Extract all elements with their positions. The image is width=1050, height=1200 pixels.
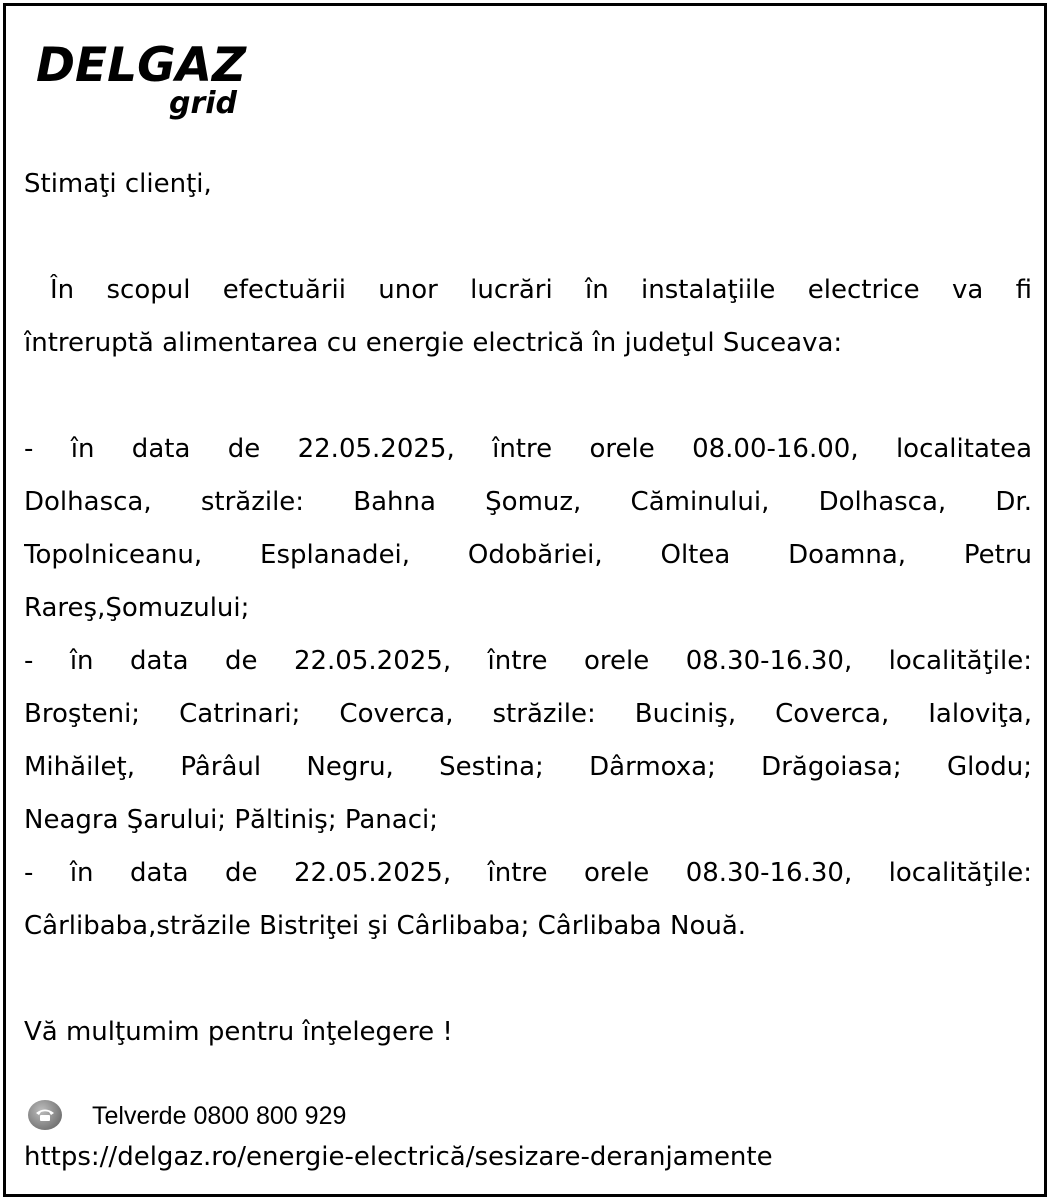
- phone-icon: [28, 1100, 62, 1130]
- closing-text: Vă mulţumim pentru înţelegere !: [24, 1017, 453, 1047]
- notice-body: [24, 158, 1032, 1059]
- item-line: Dolhasca, străzile: Bahna Şomuz, Căminului, Dolhasca, Dr.: [24, 487, 1032, 517]
- item-line: Mihăileţ, Pârâul Negru, Sestina; Dârmoxa; Drăgoiasa; Glodu;: [24, 752, 1032, 782]
- delgaz-grid-logo: [36, 40, 276, 130]
- intro-line: întreruptă alimentarea cu energie electrică în judeţul Suceava:: [24, 328, 843, 358]
- intro-line: În scopul efectuării unor lucrări în instalaţiile electrice va fi: [50, 275, 1032, 305]
- phone-contact: [24, 1096, 624, 1136]
- item-line: Cârlibaba,străzile Bistriţei şi Cârlibaba; Cârlibaba Nouă.: [24, 911, 747, 941]
- item-line: - în data de 22.05.2025, între orele 08.30-16.30, localităţile:: [24, 858, 1032, 888]
- notice-frame: [3, 3, 1047, 1197]
- logo-main-text: DELGAZ: [36, 38, 247, 93]
- item-line: Neagra Şarului; Păltiniş; Panaci;: [24, 805, 438, 835]
- item-line: - în data de 22.05.2025, între orele 08.30-16.30, localităţile:: [24, 646, 1032, 676]
- greeting: Stimaţi clienţi,: [24, 169, 212, 199]
- item-line: Rareş,Şomuzului;: [24, 593, 250, 623]
- item-line: Broşteni; Catrinari; Coverca, străzile: Buciniş, Coverca, Ialoviţa,: [24, 699, 1032, 729]
- phone-number: Telverde 0800 800 929: [92, 1102, 347, 1130]
- item-line: - în data de 22.05.2025, între orele 08.00-16.00, localitatea: [24, 434, 1032, 464]
- item-line: Topolniceanu, Esplanadei, Odobăriei, Oltea Doamna, Petru: [24, 540, 1032, 570]
- report-url[interactable]: https://delgaz.ro/energie-electrică/sesizare-deranjamente: [24, 1142, 773, 1172]
- logo-sub-text: grid: [169, 86, 238, 121]
